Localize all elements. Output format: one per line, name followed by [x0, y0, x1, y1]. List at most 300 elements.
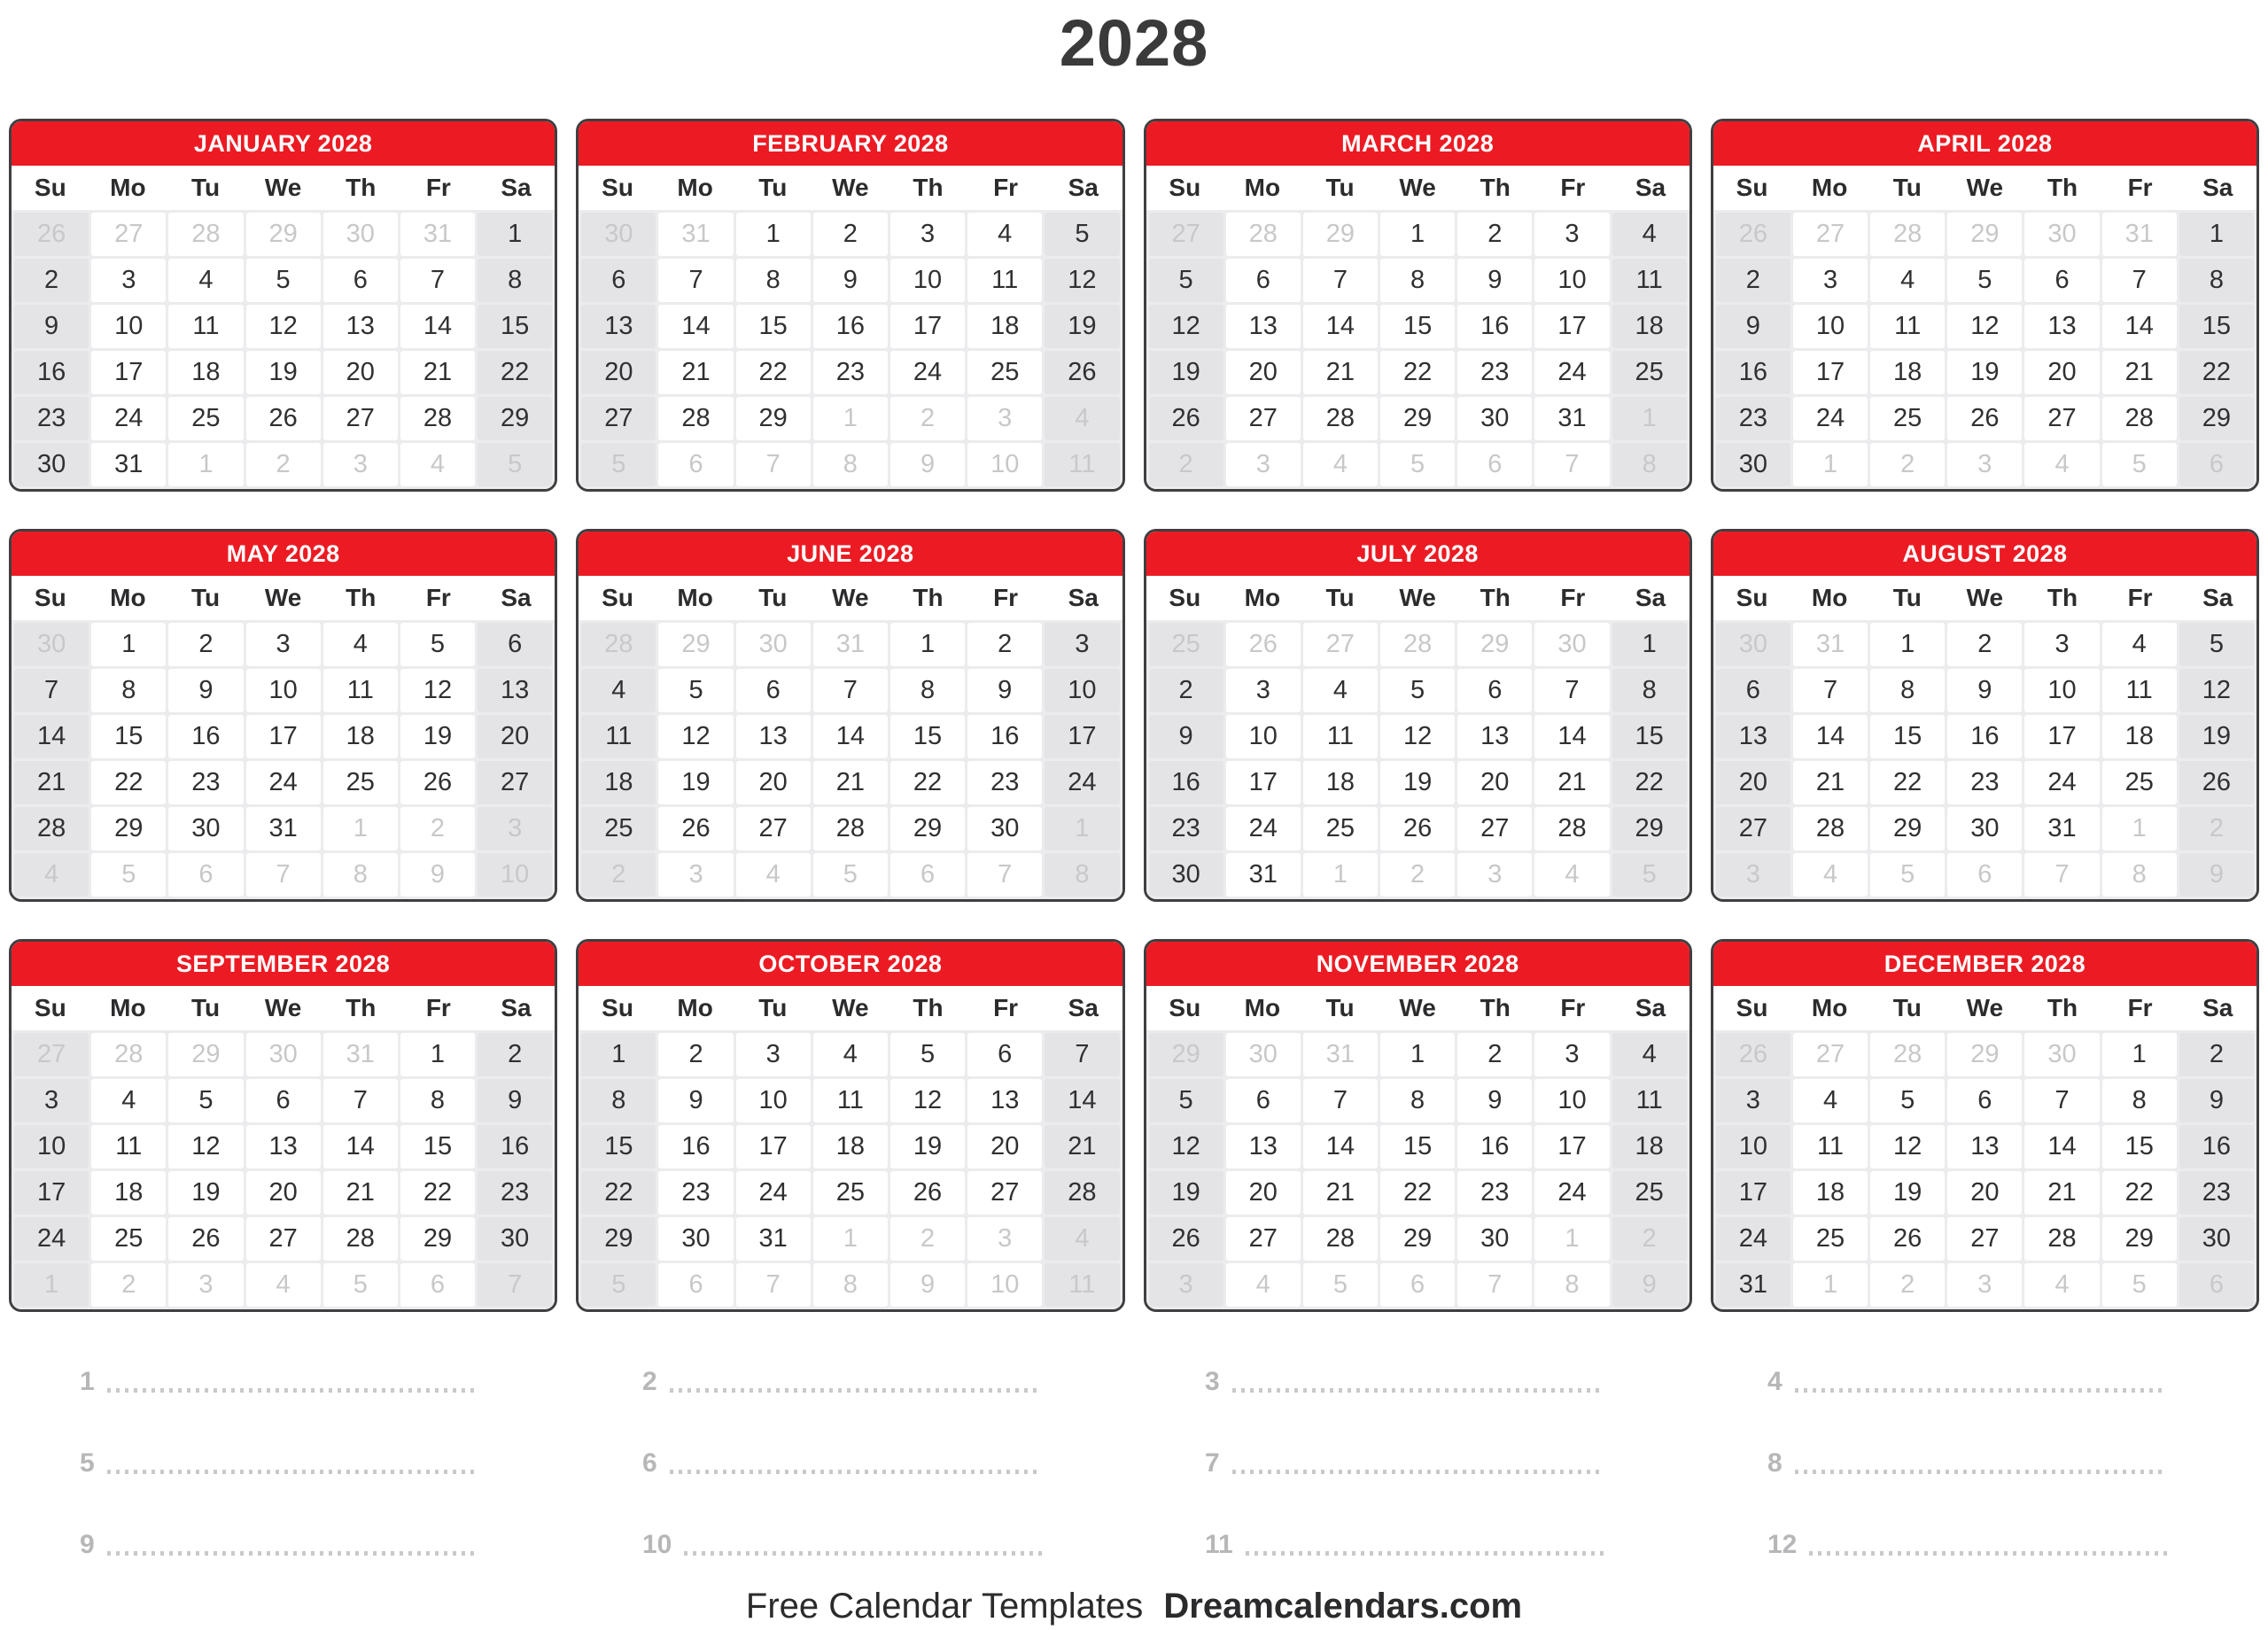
day-cell: 13 [1716, 715, 1790, 758]
day-cell: 5 [1149, 259, 1223, 302]
day-cell: 12 [400, 669, 475, 712]
note-number: 4 [1767, 1367, 1783, 1396]
day-cell: 5 [1870, 853, 1945, 896]
footer [0, 1587, 2268, 1626]
day-cell: 10 [967, 443, 1042, 486]
weekday-label: Su [602, 994, 633, 1021]
day-cell: 2 [1612, 1217, 1687, 1261]
weekday-label: Fr [425, 584, 451, 611]
day-cell: 21 [1534, 761, 1609, 804]
day-cell: 2 [890, 1217, 965, 1261]
day-cell: 8 [2102, 1079, 2177, 1122]
day-cell: 7 [1303, 259, 1378, 302]
day-cell: 18 [581, 761, 656, 804]
day-cell: 12 [890, 1079, 965, 1122]
weekday-label: Th [2047, 584, 2078, 611]
day-cell: 31 [91, 443, 166, 486]
day-cell: 4 [736, 853, 811, 896]
day-cell: 18 [1303, 761, 1378, 804]
day-cell: 8 [400, 1079, 475, 1122]
weekday-label: We [832, 174, 869, 201]
weekday-label: Tu [1325, 994, 1355, 1021]
day-cell: 30 [1716, 623, 1790, 666]
weekday-label: Sa [2202, 584, 2233, 611]
day-cell: 9 [2179, 853, 2254, 896]
day-cell: 14 [813, 715, 888, 758]
day-cell: 4 [813, 1033, 888, 1076]
day-cell: 20 [1947, 1171, 2022, 1215]
weekday-label: Tu [1325, 584, 1355, 611]
day-cell: 9 [1947, 669, 2022, 712]
day-cell: 9 [1716, 305, 1790, 348]
month-title: JULY 2028 [1146, 532, 1689, 576]
note-line-item [1134, 1525, 1697, 1558]
day-cell: 19 [1870, 1171, 1945, 1215]
day-cell: 27 [91, 213, 166, 256]
day-cell: 3 [1045, 623, 1119, 666]
day-cell: 24 [2024, 761, 2099, 804]
day-cell: 17 [2024, 715, 2099, 758]
day-cell: 7 [246, 853, 321, 896]
weekday-label: Fr [2127, 174, 2153, 201]
day-cell: 4 [1612, 1033, 1687, 1076]
day-cell: 26 [1149, 1217, 1223, 1261]
day-cell: 30 [14, 443, 89, 486]
day-cell: 25 [1612, 351, 1687, 394]
day-cell: 16 [967, 715, 1042, 758]
day-cell: 5 [91, 853, 166, 896]
day-cell: 17 [890, 305, 965, 348]
day-cell: 5 [323, 1263, 398, 1307]
day-cell: 17 [91, 351, 166, 394]
day-cell: 11 [1870, 305, 1945, 348]
day-cell: 28 [658, 397, 733, 440]
dates-grid [1713, 620, 2256, 899]
weekday-label: Mo [677, 584, 713, 611]
day-cell: 30 [2179, 1217, 2254, 1261]
day-cell: 8 [1870, 669, 1945, 712]
weekday-label: Th [1480, 584, 1511, 611]
day-cell: 13 [1947, 1125, 2022, 1168]
day-cell: 23 [1149, 807, 1223, 850]
day-cell: 3 [1149, 1263, 1223, 1307]
weekday-label: Fr [1560, 174, 1586, 201]
day-cell: 31 [1303, 1033, 1378, 1076]
day-cell: 10 [1226, 715, 1301, 758]
day-cell: 8 [1380, 1079, 1455, 1122]
day-cell: 15 [2102, 1125, 2177, 1168]
weekday-header-row [1146, 166, 1689, 210]
day-cell: 27 [1226, 1217, 1301, 1261]
day-cell: 24 [1534, 351, 1609, 394]
weekday-label: Su [1169, 584, 1201, 611]
month-title: OCTOBER 2028 [579, 942, 1122, 986]
day-cell: 17 [1534, 1125, 1609, 1168]
day-cell: 26 [400, 761, 475, 804]
day-cell: 15 [581, 1125, 656, 1168]
dates-grid [12, 620, 555, 899]
day-cell: 2 [246, 443, 321, 486]
weekday-label: Mo [1244, 994, 1281, 1021]
day-cell: 29 [1870, 807, 1945, 850]
day-cell: 3 [1226, 669, 1301, 712]
weekday-label: Su [34, 584, 66, 611]
day-cell: 31 [400, 213, 475, 256]
day-cell: 1 [1380, 1033, 1455, 1076]
day-cell: 23 [1457, 351, 1532, 394]
dates-grid [579, 620, 1122, 899]
month-card [1711, 529, 2259, 902]
weekday-label: We [1966, 584, 2004, 611]
day-cell: 5 [400, 623, 475, 666]
weekday-header-row [579, 986, 1122, 1030]
day-cell: 4 [1870, 259, 1945, 302]
weekday-label: Tu [1325, 174, 1355, 201]
day-cell: 17 [1226, 761, 1301, 804]
day-cell: 4 [1303, 443, 1378, 486]
day-cell: 29 [2102, 1217, 2177, 1261]
weekday-label: Fr [1560, 584, 1586, 611]
note-line-item [571, 1443, 1134, 1477]
day-cell: 22 [736, 351, 811, 394]
day-cell: 25 [813, 1171, 888, 1215]
day-cell: 31 [323, 1033, 398, 1076]
day-cell: 3 [1226, 443, 1301, 486]
day-cell: 23 [1457, 1171, 1532, 1215]
day-cell: 16 [658, 1125, 733, 1168]
weekday-header-row [12, 986, 555, 1030]
weekday-label: Su [1169, 174, 1201, 201]
day-cell: 20 [581, 351, 656, 394]
weekday-label: Fr [2127, 994, 2153, 1021]
day-cell: 15 [890, 715, 965, 758]
day-cell: 22 [1612, 761, 1687, 804]
weekday-label: Th [913, 174, 944, 201]
month-card [576, 939, 1124, 1312]
day-cell: 4 [967, 213, 1042, 256]
weekday-label: Su [34, 174, 66, 201]
day-cell: 6 [323, 259, 398, 302]
day-cell: 2 [91, 1263, 166, 1307]
day-cell: 23 [2179, 1171, 2254, 1215]
day-cell: 20 [1226, 351, 1301, 394]
day-cell: 5 [581, 1263, 656, 1307]
note-number: 5 [80, 1448, 95, 1478]
day-cell: 3 [967, 397, 1042, 440]
weekday-label: Fr [1560, 994, 1586, 1021]
day-cell: 6 [1457, 443, 1532, 486]
day-cell: 5 [1045, 213, 1119, 256]
month-card [9, 529, 557, 902]
day-cell: 10 [890, 259, 965, 302]
weekday-label: Fr [993, 584, 1019, 611]
day-cell: 5 [581, 443, 656, 486]
day-cell: 6 [2179, 443, 2254, 486]
day-cell: 8 [1534, 1263, 1609, 1307]
day-cell: 8 [813, 443, 888, 486]
note-line-item [9, 1443, 571, 1477]
day-cell: 21 [1303, 1171, 1378, 1215]
day-cell: 31 [1716, 1263, 1790, 1307]
weekday-label: Tu [190, 994, 221, 1021]
day-cell: 21 [813, 761, 888, 804]
day-cell: 29 [1457, 623, 1532, 666]
day-cell: 9 [890, 1263, 965, 1307]
day-cell: 3 [2024, 623, 2099, 666]
day-cell: 6 [1226, 1079, 1301, 1122]
month-card [1711, 119, 2259, 492]
day-cell: 28 [1045, 1171, 1119, 1215]
day-cell: 14 [658, 305, 733, 348]
weekday-label: Tu [758, 994, 788, 1021]
day-cell: 29 [658, 623, 733, 666]
day-cell: 5 [890, 1033, 965, 1076]
day-cell: 14 [1045, 1079, 1119, 1122]
day-cell: 15 [1612, 715, 1687, 758]
day-cell: 1 [2179, 213, 2254, 256]
day-cell: 16 [1716, 351, 1790, 394]
weekday-label: Sa [1068, 994, 1099, 1021]
note-number: 3 [1205, 1367, 1220, 1396]
day-cell: 5 [658, 669, 733, 712]
day-cell: 5 [246, 259, 321, 302]
weekday-header-row [12, 166, 555, 210]
day-cell: 12 [1947, 305, 2022, 348]
day-cell: 29 [1303, 213, 1378, 256]
dates-grid [12, 210, 555, 489]
day-cell: 31 [736, 1217, 811, 1261]
day-cell: 1 [1870, 623, 1945, 666]
day-cell: 2 [1716, 259, 1790, 302]
day-cell: 1 [91, 623, 166, 666]
day-cell: 6 [967, 1033, 1042, 1076]
day-cell: 9 [14, 305, 89, 348]
day-cell: 30 [14, 623, 89, 666]
weekday-label: Tu [190, 174, 221, 201]
day-cell: 27 [14, 1033, 89, 1076]
day-cell: 18 [323, 715, 398, 758]
day-cell: 1 [1612, 623, 1687, 666]
day-cell: 7 [1793, 669, 1868, 712]
day-cell: 6 [658, 1263, 733, 1307]
day-cell: 21 [1793, 761, 1868, 804]
day-cell: 20 [246, 1171, 321, 1215]
day-cell: 25 [1793, 1217, 1868, 1261]
day-cell: 6 [890, 853, 965, 896]
day-cell: 4 [168, 259, 243, 302]
day-cell: 27 [1947, 1217, 2022, 1261]
day-cell: 16 [1947, 715, 2022, 758]
weekday-label: Mo [110, 994, 146, 1021]
day-cell: 1 [1303, 853, 1378, 896]
day-cell: 1 [581, 1033, 656, 1076]
day-cell: 31 [2024, 807, 2099, 850]
day-cell: 21 [400, 351, 475, 394]
day-cell: 22 [2179, 351, 2254, 394]
day-cell: 29 [1612, 807, 1687, 850]
day-cell: 23 [1716, 397, 1790, 440]
day-cell: 25 [168, 397, 243, 440]
day-cell: 28 [168, 213, 243, 256]
day-cell: 19 [2179, 715, 2254, 758]
note-dotted-line [107, 1551, 479, 1556]
weekday-label: Mo [1244, 584, 1281, 611]
note-number: 10 [642, 1530, 672, 1559]
day-cell: 21 [658, 351, 733, 394]
day-cell: 10 [1045, 669, 1119, 712]
weekday-label: Th [913, 994, 944, 1021]
weekday-label: Mo [1811, 584, 1848, 611]
footer-brand: Dreamcalendars.com [1163, 1587, 1523, 1626]
day-cell: 9 [2179, 1079, 2254, 1122]
day-cell: 8 [1380, 259, 1455, 302]
day-cell: 4 [246, 1263, 321, 1307]
day-cell: 2 [967, 623, 1042, 666]
day-cell: 15 [1870, 715, 1945, 758]
weekday-label: Tu [758, 584, 788, 611]
day-cell: 3 [478, 807, 552, 850]
day-cell: 29 [1149, 1033, 1223, 1076]
weekday-label: Su [34, 994, 66, 1021]
day-cell: 14 [2024, 1125, 2099, 1168]
day-cell: 20 [478, 715, 552, 758]
day-cell: 7 [813, 669, 888, 712]
day-cell: 10 [967, 1263, 1042, 1307]
weekday-label: Su [1169, 994, 1201, 1021]
day-cell: 22 [2102, 1171, 2177, 1215]
weekday-label: Sa [1635, 584, 1666, 611]
day-cell: 10 [1716, 1125, 1790, 1168]
day-cell: 17 [1534, 305, 1609, 348]
day-cell: 11 [168, 305, 243, 348]
day-cell: 5 [2179, 623, 2254, 666]
day-cell: 30 [1457, 1217, 1532, 1261]
note-number: 1 [80, 1367, 95, 1396]
day-cell: 26 [1870, 1217, 1945, 1261]
day-cell: 24 [1226, 807, 1301, 850]
day-cell: 31 [658, 213, 733, 256]
day-cell: 3 [1947, 443, 2022, 486]
notes-section [0, 1362, 2268, 1558]
day-cell: 3 [14, 1079, 89, 1122]
day-cell: 9 [400, 853, 475, 896]
month-title: SEPTEMBER 2028 [12, 942, 555, 986]
day-cell: 14 [14, 715, 89, 758]
day-cell: 16 [1149, 761, 1223, 804]
day-cell: 31 [246, 807, 321, 850]
day-cell: 29 [890, 807, 965, 850]
day-cell: 7 [1303, 1079, 1378, 1122]
day-cell: 7 [2024, 1079, 2099, 1122]
weekday-label: Mo [677, 174, 713, 201]
day-cell: 20 [736, 761, 811, 804]
day-cell: 25 [1870, 397, 1945, 440]
day-cell: 14 [323, 1125, 398, 1168]
day-cell: 7 [736, 443, 811, 486]
day-cell: 7 [1534, 669, 1609, 712]
day-cell: 6 [1457, 669, 1532, 712]
day-cell: 4 [581, 669, 656, 712]
day-cell: 9 [1149, 715, 1223, 758]
day-cell: 15 [91, 715, 166, 758]
day-cell: 1 [323, 807, 398, 850]
note-dotted-line [670, 1388, 1042, 1393]
day-cell: 4 [323, 623, 398, 666]
month-title: JUNE 2028 [579, 532, 1122, 576]
note-number: 6 [642, 1448, 657, 1478]
day-cell: 27 [1716, 807, 1790, 850]
day-cell: 29 [736, 397, 811, 440]
weekday-label: Fr [2127, 584, 2153, 611]
day-cell: 29 [168, 1033, 243, 1076]
day-cell: 13 [967, 1079, 1042, 1122]
day-cell: 23 [967, 761, 1042, 804]
day-cell: 4 [2102, 623, 2177, 666]
day-cell: 17 [1716, 1171, 1790, 1215]
day-cell: 7 [2024, 853, 2099, 896]
day-cell: 13 [1226, 1125, 1301, 1168]
day-cell: 29 [2179, 397, 2254, 440]
weekday-header-row [1146, 986, 1689, 1030]
month-card [1711, 939, 2259, 1312]
day-cell: 15 [2179, 305, 2254, 348]
weekday-label: Tu [758, 174, 788, 201]
day-cell: 25 [1303, 807, 1378, 850]
day-cell: 2 [2179, 1033, 2254, 1076]
day-cell: 7 [1457, 1263, 1532, 1307]
month-title: MARCH 2028 [1146, 121, 1689, 166]
day-cell: 9 [168, 669, 243, 712]
day-cell: 11 [1612, 259, 1687, 302]
day-cell: 12 [2179, 669, 2254, 712]
day-cell: 2 [1457, 1033, 1532, 1076]
day-cell: 24 [1534, 1171, 1609, 1215]
day-cell: 1 [478, 213, 552, 256]
day-cell: 4 [1045, 1217, 1119, 1261]
day-cell: 7 [400, 259, 475, 302]
day-cell: 4 [1534, 853, 1609, 896]
weekday-header-row [1146, 576, 1689, 620]
day-cell: 11 [1303, 715, 1378, 758]
day-cell: 7 [14, 669, 89, 712]
day-cell: 5 [2102, 1263, 2177, 1307]
day-cell: 1 [813, 397, 888, 440]
day-cell: 11 [91, 1125, 166, 1168]
day-cell: 27 [2024, 397, 2099, 440]
day-cell: 30 [736, 623, 811, 666]
day-cell: 2 [168, 623, 243, 666]
day-cell: 14 [1534, 715, 1609, 758]
day-cell: 5 [1947, 259, 2022, 302]
day-cell: 5 [1870, 1079, 1945, 1122]
day-cell: 25 [581, 807, 656, 850]
note-dotted-line [1809, 1551, 2167, 1556]
day-cell: 9 [1457, 259, 1532, 302]
day-cell: 25 [967, 351, 1042, 394]
day-cell: 8 [1612, 669, 1687, 712]
weekday-label: We [1399, 994, 1436, 1021]
day-cell: 23 [14, 397, 89, 440]
day-cell: 15 [478, 305, 552, 348]
day-cell: 17 [1045, 715, 1119, 758]
day-cell: 26 [658, 807, 733, 850]
weekday-label: Mo [110, 584, 146, 611]
day-cell: 5 [1149, 1079, 1223, 1122]
day-cell: 27 [1226, 397, 1301, 440]
day-cell: 3 [1793, 259, 1868, 302]
day-cell: 3 [736, 1033, 811, 1076]
weekday-label: Sa [501, 584, 532, 611]
